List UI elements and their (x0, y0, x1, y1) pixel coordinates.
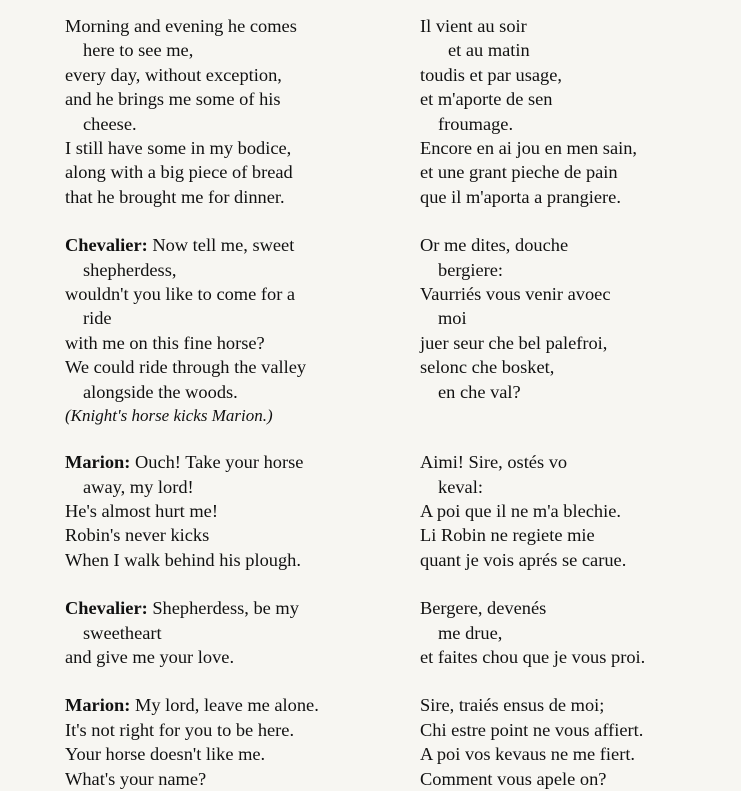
text-fragment: My lord, leave me alone. (130, 695, 319, 716)
french-stanza-2 (420, 233, 720, 404)
text-line: Il vient au soir (420, 16, 527, 36)
text-line: et m'aporte de sen (420, 89, 553, 110)
text-line: Morning and evening he comes (65, 16, 297, 36)
text-line: with me on this fine horse? (65, 332, 265, 353)
text-line: moi (438, 308, 467, 329)
english-stanza-1 (65, 14, 395, 209)
french-stanza-5 (420, 693, 720, 791)
text-line: Or me dites, douche (420, 235, 569, 256)
text-line: et une grant pieche de pain (420, 162, 618, 183)
text-line (65, 693, 395, 717)
text-line: We could ride through the valley (65, 357, 307, 378)
text-line: along with a big piece of bread (65, 162, 293, 183)
english-column (65, 14, 395, 791)
french-stanza-4 (420, 596, 720, 669)
stage-direction: (Knight's horse kicks Marion.) (65, 406, 273, 426)
text-line: cheese. (83, 113, 137, 134)
text-line: Your horse doesn't like me. (65, 744, 266, 765)
text-line: every day, without exception, (65, 64, 282, 85)
text-line: juer seur che bel palefroi, (420, 332, 608, 353)
text-line: here to see me, (83, 40, 194, 61)
text-fragment: Ouch! Take your horse (130, 452, 304, 473)
english-stanza-5 (65, 693, 395, 791)
text-line: Chi estre point ne vous affiert. (420, 719, 644, 740)
speaker-name: Marion: (65, 452, 131, 473)
text-line: that he brought me for dinner. (65, 186, 285, 207)
french-stanza-3 (420, 450, 720, 572)
french-column (420, 14, 720, 791)
text-line (65, 233, 395, 257)
text-line: Encore en ai jou en men sain, (420, 138, 638, 159)
text-line (65, 450, 395, 474)
english-stanza-2 (65, 233, 395, 428)
text-line: ride (83, 308, 112, 329)
text-line: selonc che bosket, (420, 357, 555, 378)
text-line: en che val? (438, 381, 521, 402)
text-line: away, my lord! (83, 476, 194, 497)
text-line: He's almost hurt me! (65, 500, 218, 521)
speaker-name: Chevalier: (65, 235, 148, 256)
text-line: A poi vos kevaus ne me fiert. (420, 744, 636, 765)
text-line (65, 596, 395, 620)
speaker-name: Chevalier: (65, 598, 148, 619)
text-line: et faites chou que je vous proi. (420, 646, 646, 667)
text-line: Robin's never kicks (65, 525, 210, 546)
text-line: toudis et par usage, (420, 64, 562, 85)
text-line: Li Robin ne regiete mie (420, 525, 595, 546)
text-line: me drue, (438, 622, 503, 643)
french-stanza-1 (420, 14, 720, 209)
english-stanza-4 (65, 596, 395, 669)
text-line: I still have some in my bodice, (65, 138, 292, 159)
text-fragment: Now tell me, sweet (147, 235, 295, 256)
text-line: Bergere, devenés (420, 598, 547, 619)
speaker-name: Marion: (65, 695, 131, 716)
text-line: and he brings me some of his (65, 89, 281, 110)
english-stanza-3 (65, 450, 395, 572)
text-line: et au matin (448, 40, 530, 61)
text-line: wouldn't you like to come for a (65, 284, 296, 305)
text-line: Vaurriés vous venir avoec (420, 284, 611, 305)
text-line: When I walk behind his plough. (65, 549, 301, 570)
text-line: bergiere: (438, 259, 504, 280)
text-line: alongside the woods. (83, 381, 238, 402)
text-line: A poi que il ne m'a blechie. (420, 500, 621, 521)
text-line: Aimi! Sire, ostés vo (420, 452, 568, 473)
text-line: and give me your love. (65, 646, 235, 667)
text-line: keval: (438, 476, 483, 497)
text-line: froumage. (438, 113, 514, 134)
text-line: Comment vous apele on? (420, 768, 607, 789)
text-line: sweetheart (83, 622, 162, 643)
text-line: Sire, traiés ensus de moi; (420, 695, 605, 716)
text-line: shepherdess, (83, 259, 177, 280)
text-line: que il m'aporta a prangiere. (420, 186, 621, 207)
text-fragment: Shepherdess, be my (147, 598, 299, 619)
text-line: quant je vois aprés se carue. (420, 549, 627, 570)
text-line: What's your name? (65, 768, 207, 789)
text-line: It's not right for you to be here. (65, 719, 295, 740)
